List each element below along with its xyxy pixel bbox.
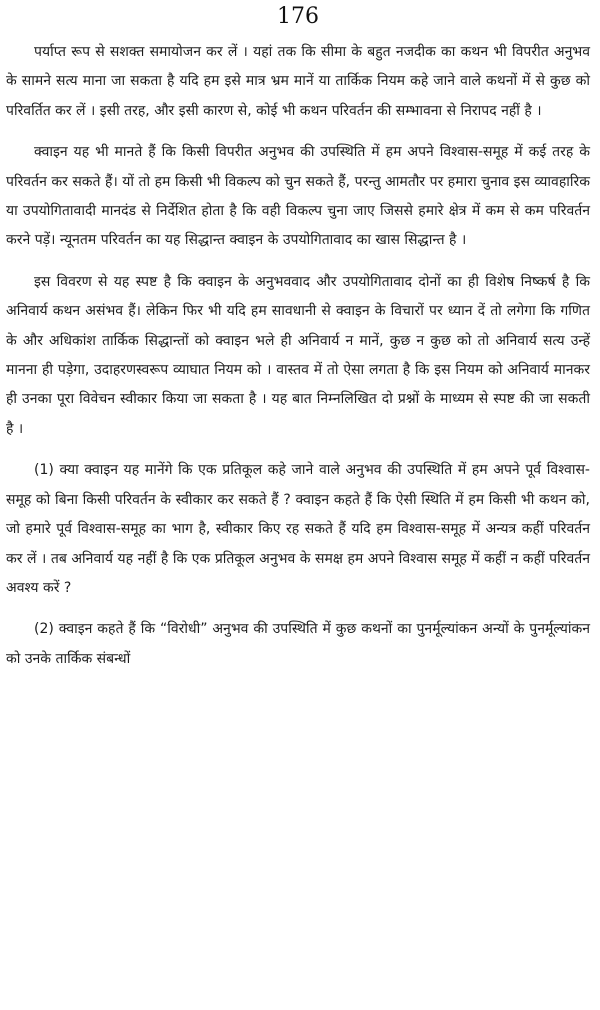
paragraph-4: (1) क्या क्वाइन यह मानेंगे कि एक प्रतिकूल कहे जाने वाले अनुभव की उपस्थिति में हम अपने पूर्व विश्वास-समूह को बिना किसी परिवर्तन के स्वीकार कर सकते हैं ? क्वाइन कहते हैं कि ऐसी स्थिति में हम किसी भी कथन को, जो हमारे पूर्व विश्वास-समूह का भाग है, स्वीकार किए रह सकते हैं यदि हम विश्वास-समूह में अन्यत्र कहीं परिवर्तन कर लें । तब अनिवार्य यह नहीं है कि एक प्रतिकूल अनुभव के समक्ष हम अपने विश्वास समूह में कहीं न कहीं परिवर्तन अवश्य करें ? <box>6 462 590 596</box>
paragraph-1: पर्याप्त रूप से सशक्त समायोजन कर लें । यहां तक कि सीमा के बहुत नजदीक का कथन भी विपरीत अनुभव के सामने सत्य माना जा सकता है यदि हम इसे मात्र भ्रम मानें या तार्किक नियम कहे जाने वाले कथनों में से कुछ को परिवर्तित कर लें । इसी तरह, और इसी कारण से, कोई भी कथन परिवर्तन की सम्भावना से निरापद नहीं है । <box>6 44 590 119</box>
page-number: 176 <box>277 4 319 29</box>
paragraph-3: इस विवरण से यह स्पष्ट है कि क्वाइन के अनुभववाद और उपयोगितावाद दोनों का ही विशेष निष्कर्ष है कि अनिवार्य कथन असंभव हैं। लेकिन फिर भी यदि हम सावधानी से क्वाइन के विचारों पर ध्यान दें तो लगेगा कि गणित के और अधिकांश तार्किक सिद्धान्तों को क्वाइन भले ही अनिवार्य न मानें, कुछ न कुछ को तो अनिवार्य सत्य उन्हें मानना ही पड़ेगा, उदाहरणस्वरूप व्याघात नियम को । वास्तव में तो ऐसा लगता है कि इस नियम को अनिवार्य मानकर ही उनका पूरा विवेचन स्वीकार किया जा सकता है । यह बात निम्नलिखित दो प्रश्नों के माध्यम से स्पष्ट की जा सकती है । <box>6 273 590 437</box>
paragraph-2: क्वाइन यह भी मानते हैं कि किसी विपरीत अनुभव की उपस्थिति में हम अपने विश्वास-समूह में कई तरह के परिवर्तन कर सकते हैं। यों तो हम किसी भी विकल्प को चुन सकते हैं, परन्तु आमतौर पर हमारा चुनाव इस व्यावहारिक या उपयोगितावादी मानदंड से निर्देशित होता है कि वही विकल्प चुना जाए जिससे हमारे क्षेत्र में कम से कम परिवर्तन करने पड़ें। न्यूनतम परिवर्तन का यह सिद्धान्त क्वाइन के उपयोगितावाद का खास सिद्धान्त है । <box>6 144 590 249</box>
paragraph-5: (2) क्वाइन कहते हैं कि “विरोधी” अनुभव की उपस्थिति में कुछ कथनों का पुनर्मूल्यांकन अन्यों के पुनर्मूल्यांकन को उनके तार्किक संबन्धों <box>6 621 590 667</box>
